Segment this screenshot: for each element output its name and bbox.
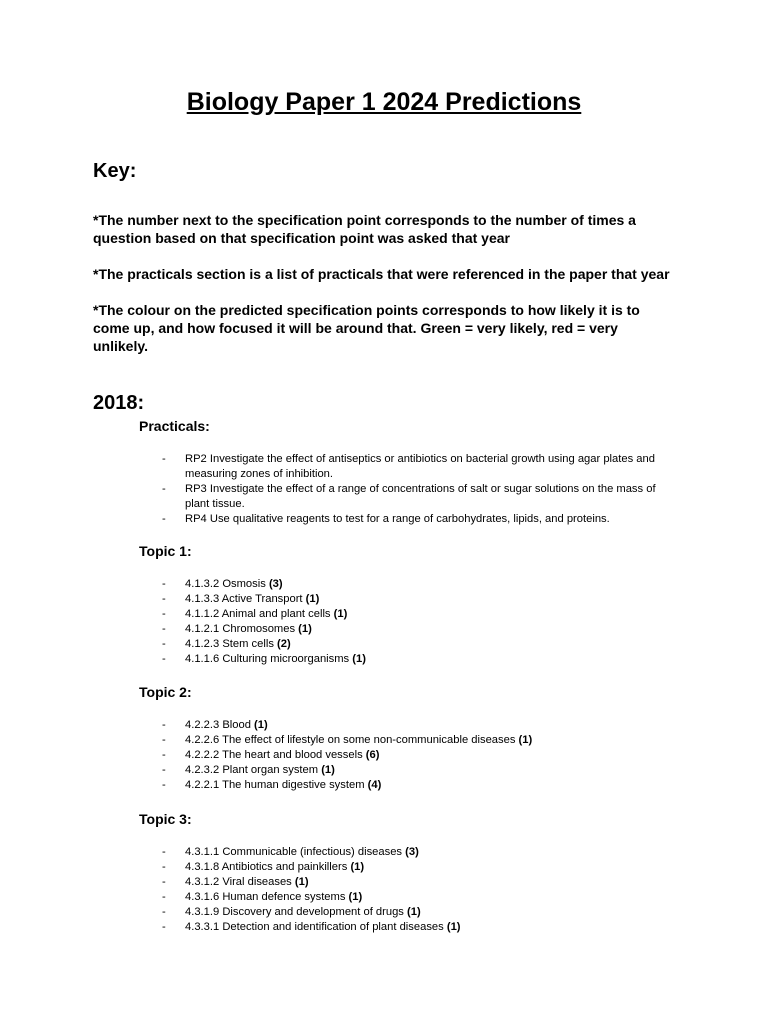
list-item: - 4.3.1.8 Antibiotics and painkillers (1) [162,860,365,873]
item-count: (1) [407,905,421,918]
item-text: RP4 Use qualitative reagents to test for a range of carbohydrates, lipids, and proteins. [185,512,610,525]
item-text: 4.1.2.3 Stem cells [185,637,278,650]
list-item: - 4.1.1.2 Animal and plant cells (1) [162,607,348,620]
item-text: 4.1.2.1 Chromosomes [185,622,299,635]
item-text: 4.3.1.2 Viral diseases [185,875,295,888]
item-count: (1) [348,890,363,903]
item-text: 4.1.1.6 Culturing microorganisms [185,652,353,665]
page-title: Biology Paper 1 2024 Predictions [186,88,582,116]
topic-heading: Topic 1: [139,543,192,559]
item-count: (1) [321,763,335,776]
list-item: - 4.2.2.6 The effect of lifestyle on some non-communicable diseases (1) [162,733,533,746]
item-count: (1) [518,733,533,746]
item-text: RP3 Investigate the effect of a range of concentrations of salt or sugar solutions on the mass of plant tissue. [185,482,656,510]
list-item: - 4.1.3.3 Active Transport (1) [162,592,320,605]
year-heading: 2018: [93,392,145,414]
item-text: 4.1.1.2 Animal and plant cells [185,607,334,620]
item-text: 4.1.3.3 Active Transport [185,592,306,605]
practicals-heading: Practicals: [139,418,210,434]
item-count: (3) [268,578,283,590]
item-count: (6) [365,748,380,761]
topic-list [162,845,672,934]
practicals-list [162,452,672,527]
list-item: - RP2 Investigate the effect of antiseptics or antibiotics on bacterial growth using agar plates and measuring zones of inhibition. [162,453,655,480]
item-text: 4.2.2.3 Blood [185,719,255,731]
item-count: (1) [305,592,320,605]
list-item: - RP4 Use qualitative reagents to test for a range of carbohydrates, lipids, and proteins. [162,512,610,525]
item-text: 4.3.1.9 Discovery and development of drugs [185,905,408,918]
item-count: (3) [405,846,419,858]
topic-list [162,718,672,793]
item-count: (1) [254,719,268,731]
list-item: - 4.1.3.2 Osmosis (3) [162,578,283,590]
list-item: - 4.3.1.9 Discovery and development of drugs (1) [162,905,421,918]
item-text: 4.2.2.6 The effect of lifestyle on some non-communicable diseases [185,733,519,746]
item-text: 4.2.2.2 The heart and blood vessels [185,748,366,761]
list-item: - 4.1.2.3 Stem cells (2) [162,637,291,650]
item-count: (4) [367,778,382,791]
item-text: 4.2.2.1 The human digestive system [185,778,368,791]
item-text: 4.3.1.6 Human defence systems [185,890,349,903]
item-text: 4.1.3.2 Osmosis [185,578,269,590]
item-count: (1) [294,875,309,888]
key-note: *The number next to the specification point corresponds to the number of times a question based on that specification point was asked that year [93,212,636,246]
item-text: 4.3.3.1 Detection and identification of plant diseases [185,920,447,933]
key-note: *The colour on the predicted specification points corresponds to how likely it is to come up, and how focused it will be around that. Green = very likely, red = very unlikely. [93,302,640,354]
item-count: (1) [350,860,365,873]
list-item: - 4.3.1.2 Viral diseases (1) [162,875,309,888]
list-item: - RP3 Investigate the effect of a range of concentrations of salt or sugar solutions on the mass of plant tissue. [162,482,656,510]
key-note: *The practicals section is a list of practicals that were referenced in the paper that year [93,266,670,282]
item-count: (1) [333,607,348,620]
key-heading: Key: [93,160,137,182]
list-item: - 4.1.2.1 Chromosomes (1) [162,622,312,635]
list-item: - 4.3.1.6 Human defence systems (1) [162,890,363,903]
list-item: - 4.2.2.1 The human digestive system (4) [162,778,382,791]
item-text: 4.3.1.1 Communicable (infectious) diseases [185,846,406,858]
list-item: - 4.3.3.1 Detection and identification of plant diseases (1) [162,920,461,933]
topic-heading: Topic 3: [139,811,192,827]
item-text: RP2 Investigate the effect of antiseptics or antibiotics on bacterial growth using agar plates and measuring zones of inhibition. [185,453,655,480]
topic-heading: Topic 2: [139,684,192,700]
item-count: (1) [352,652,366,665]
list-item: - 4.2.3.2 Plant organ system (1) [162,763,335,776]
item-text: 4.3.1.8 Antibiotics and painkillers [185,860,351,873]
list-item: - 4.3.1.1 Communicable (infectious) diseases (3) [162,846,419,858]
item-count: (2) [277,637,291,650]
item-count: (1) [298,622,312,635]
list-item: - 4.2.2.3 Blood (1) [162,719,268,731]
list-item: - 4.2.2.2 The heart and blood vessels (6) [162,748,380,761]
list-item: - 4.1.1.6 Culturing microorganisms (1) [162,652,366,665]
item-text: 4.2.3.2 Plant organ system [185,763,322,776]
item-count: (1) [446,920,461,933]
topic-list [162,577,672,666]
